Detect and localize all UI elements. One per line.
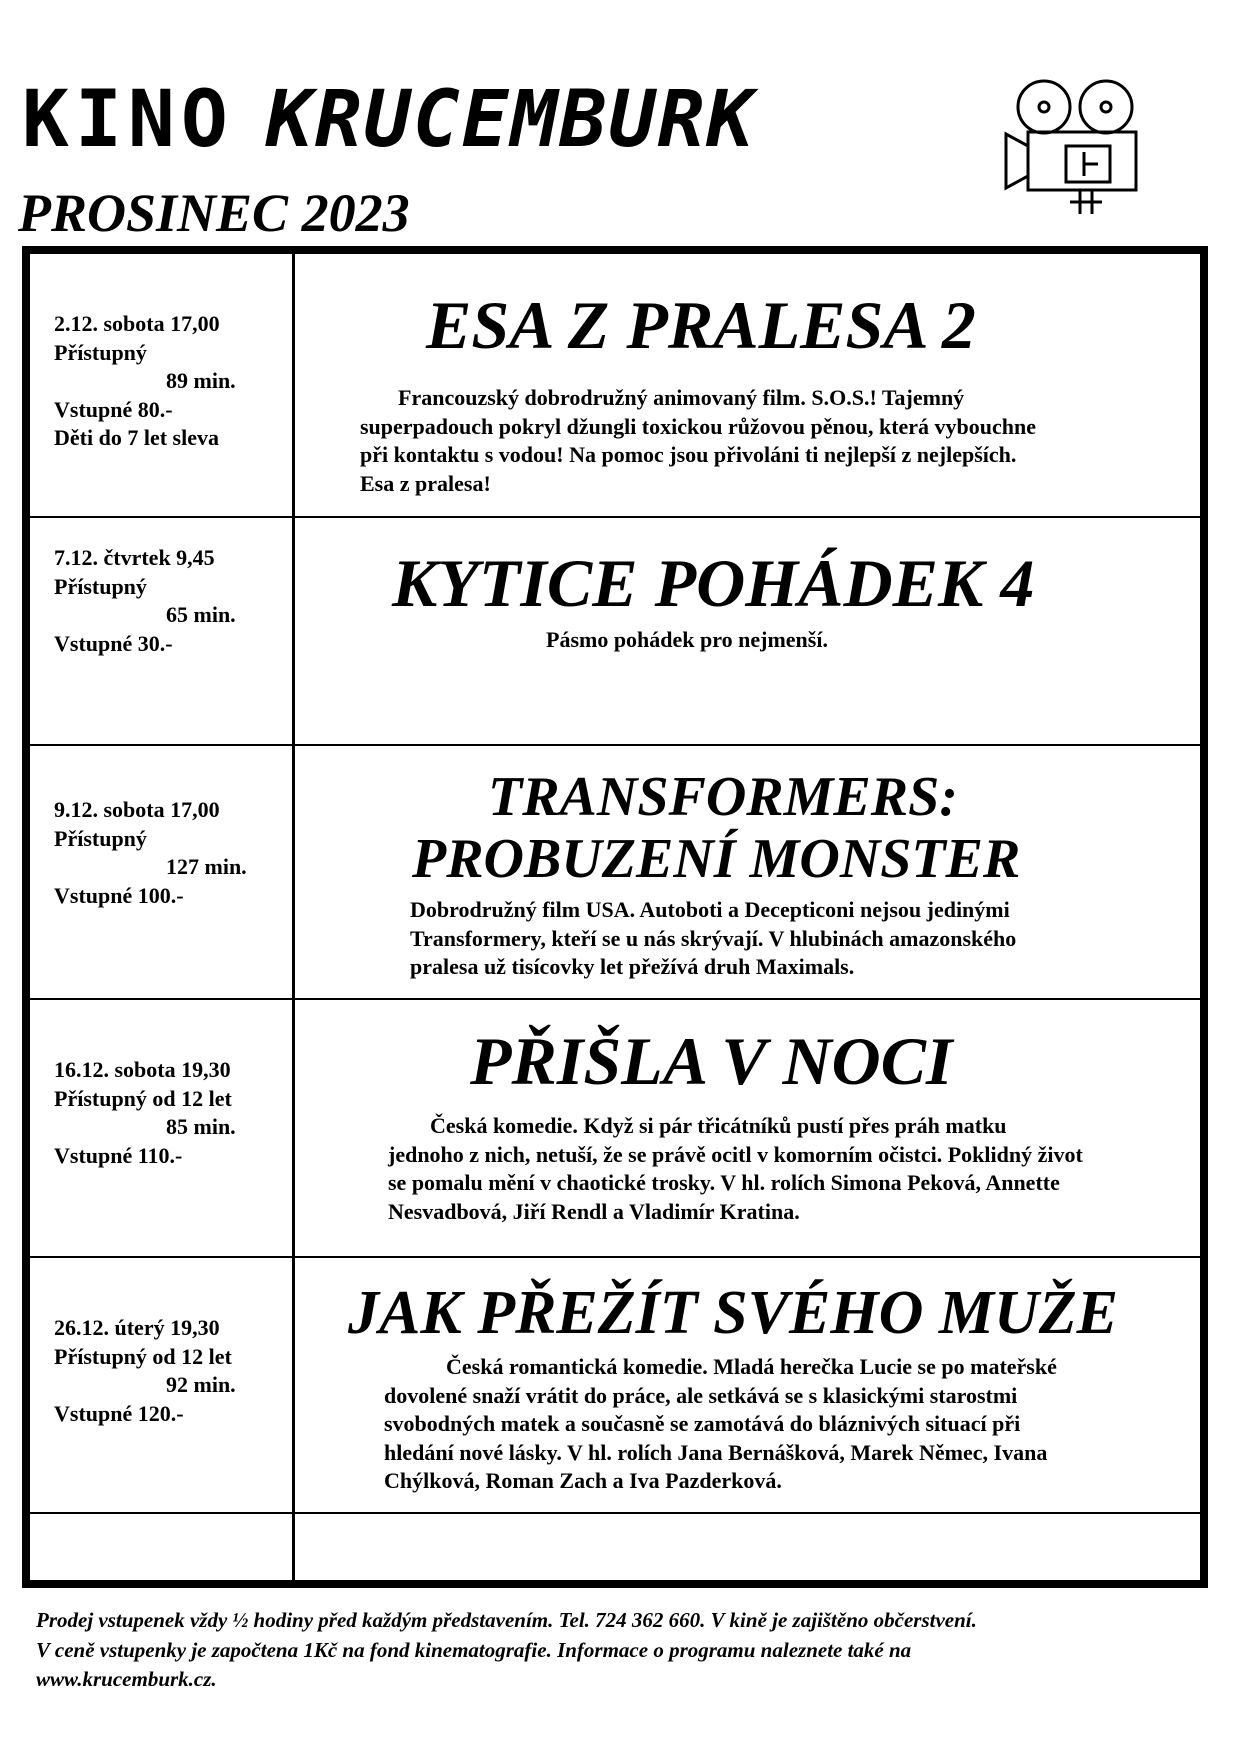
film-row [30,1258,1200,1514]
show-date: 2.12. sobota 17,00 [54,311,220,336]
show-rating: Přístupný od 12 let [54,1343,232,1369]
description-line: dovolené snaží vrátit do práce, ale setkává se s klasickými starostmi [384,1382,1018,1408]
description-line: hledání nové lásky. V hl. rolích Jana Bernášková, Marek Němec, Ivana [384,1439,1048,1465]
showtime-info [54,796,282,910]
showtime-info [54,1314,282,1428]
film-row [30,746,1200,1000]
film-description [360,384,1190,498]
movie-camera-icon [1000,72,1170,222]
film-title: JAK PŘEŽÍT SVÉHO MUŽE [348,1279,1118,1347]
show-duration: 85 min. [166,1114,236,1140]
description-line: Nesvadbová, Jiří Rendl a Vladimír Kratina. [388,1198,800,1224]
film-description [384,1353,1204,1496]
show-duration: 127 min. [166,854,247,880]
empty-row [30,1514,1200,1580]
description-line: Česká romantická komedie. Mladá herečka Lucie se po mateřské [446,1354,1057,1379]
cinema-word: KINO [22,75,234,165]
description-line: svobodných matek a současně se zamotává do bláznivých situací při [384,1411,1021,1437]
show-rating: Přístupný [54,825,147,851]
description-line: Pásmo pohádek pro nejmenší. [546,627,828,652]
show-rating: Přístupný [54,573,147,599]
show-price: Vstupné 80.- [54,396,173,422]
description-line: Transformery, kteří se u nás skrývají. V hlubinách amazonského [410,925,1017,951]
show-duration: 65 min. [166,602,236,628]
description-line: se pomalu mění v chaotické trosky. V hl. rolích Simona Peková, Annette [388,1170,1060,1196]
film-description [388,1112,1208,1226]
film-title: ESA Z PRALESA 2 [426,287,976,363]
show-price: Vstupné 30.- [54,630,173,656]
show-rating: Přístupný od 12 let [54,1085,232,1111]
description-line: pralesa už tisícovky let přežívá druh Maximals. [410,954,855,980]
footer-line: V ceně vstupenky je započtena 1Kč na fond kinematografie. Informace o programu naleznete také na [36,1637,912,1662]
film-title-line: PROBUZENÍ MONSTER [412,828,1021,890]
description-line: jednoho z nich, netuší, že se právě ocitl v komorním očistci. Poklidný život [388,1141,1083,1167]
description-line: Chýlková, Roman Zach a Iva Pazderková. [384,1468,782,1494]
film-row [30,1000,1200,1258]
show-date: 7.12. čtvrtek 9,45 [54,545,215,570]
film-title: PŘIŠLA V NOCI [470,1023,953,1099]
footer-line: Prodej vstupenek vždy ½ hodiny před každým představením. Tel. 724 362 660. V kině je zajištěno občerstvení. [36,1608,977,1632]
description-line: Česká komedie. Když si pár třicátníků pustí přes práh matku [430,1113,1007,1138]
show-duration: 92 min. [166,1372,236,1398]
program-month: PROSINEC 2023 [18,183,410,243]
film-title: KYTICE POHÁDEK 4 [392,545,1035,621]
description-line: superpadouch pokryl džungli toxickou růžovou pěnou, která vybouchne [360,413,1037,439]
description-line: Francouzský dobrodružný animovaný film. S.O.S.! Tajemný [398,385,965,410]
description-line: Esa z pralesa! [360,470,491,496]
film-description [410,896,1190,982]
town-name: KRUCEMBURK [265,75,756,165]
description-line: při kontaktu s vodou! Na pomoc jsou přivoláni ti nejlepší z nejlepších. [360,442,1017,468]
footer-website: www.krucemburk.cz. [36,1667,217,1691]
show-price: Vstupné 100.- [54,882,184,908]
film-row [30,518,1200,746]
showtime-info [54,1056,282,1170]
film-title-line: TRANSFORMERS: [488,766,958,828]
show-rating: Přístupný [54,339,147,365]
show-date: 16.12. sobota 19,30 [54,1057,231,1082]
description-line: Dobrodružný film USA. Autoboti a Decepticoni nejsou jedinými [410,897,1010,922]
show-price: Vstupné 110.- [54,1142,183,1168]
show-duration: 89 min. [166,368,236,394]
show-note: Děti do 7 let sleva [54,425,219,451]
show-date: 9.12. sobota 17,00 [54,797,220,822]
showtime-info [54,544,282,658]
showtime-info [54,310,282,453]
film-row [30,254,1200,518]
cinema-name [22,75,756,165]
film-description [546,626,1146,655]
show-date: 26.12. úterý 19,30 [54,1315,220,1340]
schedule-table [22,246,1208,1588]
show-price: Vstupné 120.- [54,1400,184,1426]
footer-info [36,1606,1216,1695]
